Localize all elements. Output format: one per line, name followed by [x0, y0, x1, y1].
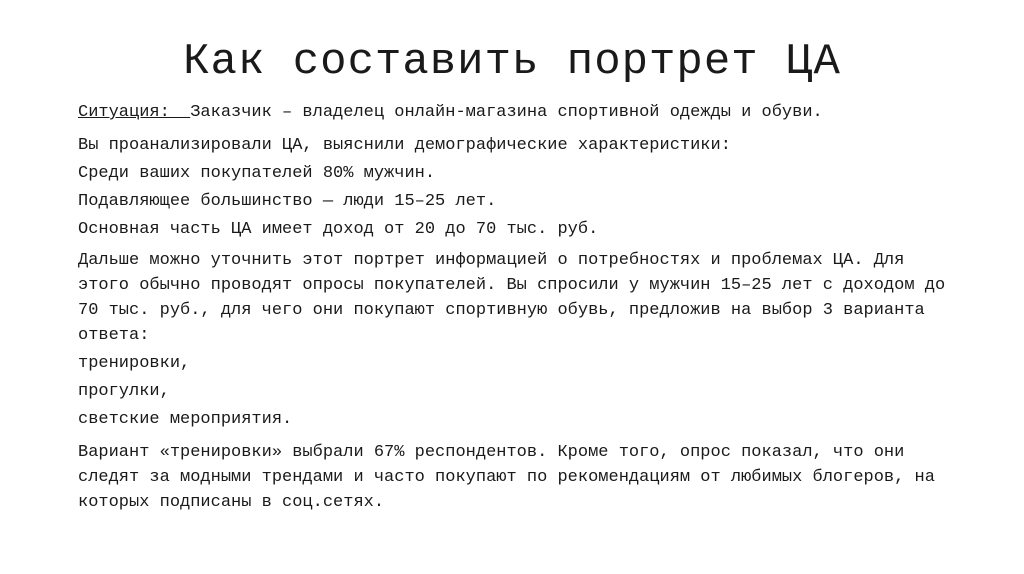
results-paragraph: Вариант «тренировки» выбрали 67% респондентов. Кроме того, опрос показал, что они следят за модными трендами и часто покупают по рекомендациям от любимых блогеров, на которых подписаны в соц.сетях. [78, 443, 935, 512]
option-events: светские мероприятия. [78, 410, 293, 429]
slide-title: Как составить портрет ЦА [183, 37, 841, 87]
option-walks: прогулки, [78, 382, 170, 401]
demographics-gender: Среди ваших покупателей 80% мужчин. [78, 164, 436, 183]
demographics-age: Подавляющее большинство — люди 15–25 лет. [78, 192, 497, 211]
survey-paragraph: Дальше можно уточнить этот портрет информацией о потребностях и проблемах ЦА. Для этого обычно проводят опросы покупателей. Вы спросили у мужчин 15–25 лет с доходом до 70 тыс. руб., для чего они покупают спортивную обувь, предложив на выбор 3 варианта ответа: [78, 251, 946, 345]
demographics-income: Основная часть ЦА имеет доход от 20 до 70 тыс. руб. [78, 220, 599, 239]
option-training: тренировки, [78, 354, 191, 373]
situation-label: Ситуация: [78, 103, 191, 122]
slide-content [78, 104, 958, 515]
demographics-intro: Вы проанализировали ЦА, выяснили демографические характеристики: [78, 136, 731, 155]
situation-text: Заказчик – владелец онлайн-магазина спортивной одежды и обуви. [190, 103, 823, 122]
situation-paragraph [78, 104, 958, 122]
